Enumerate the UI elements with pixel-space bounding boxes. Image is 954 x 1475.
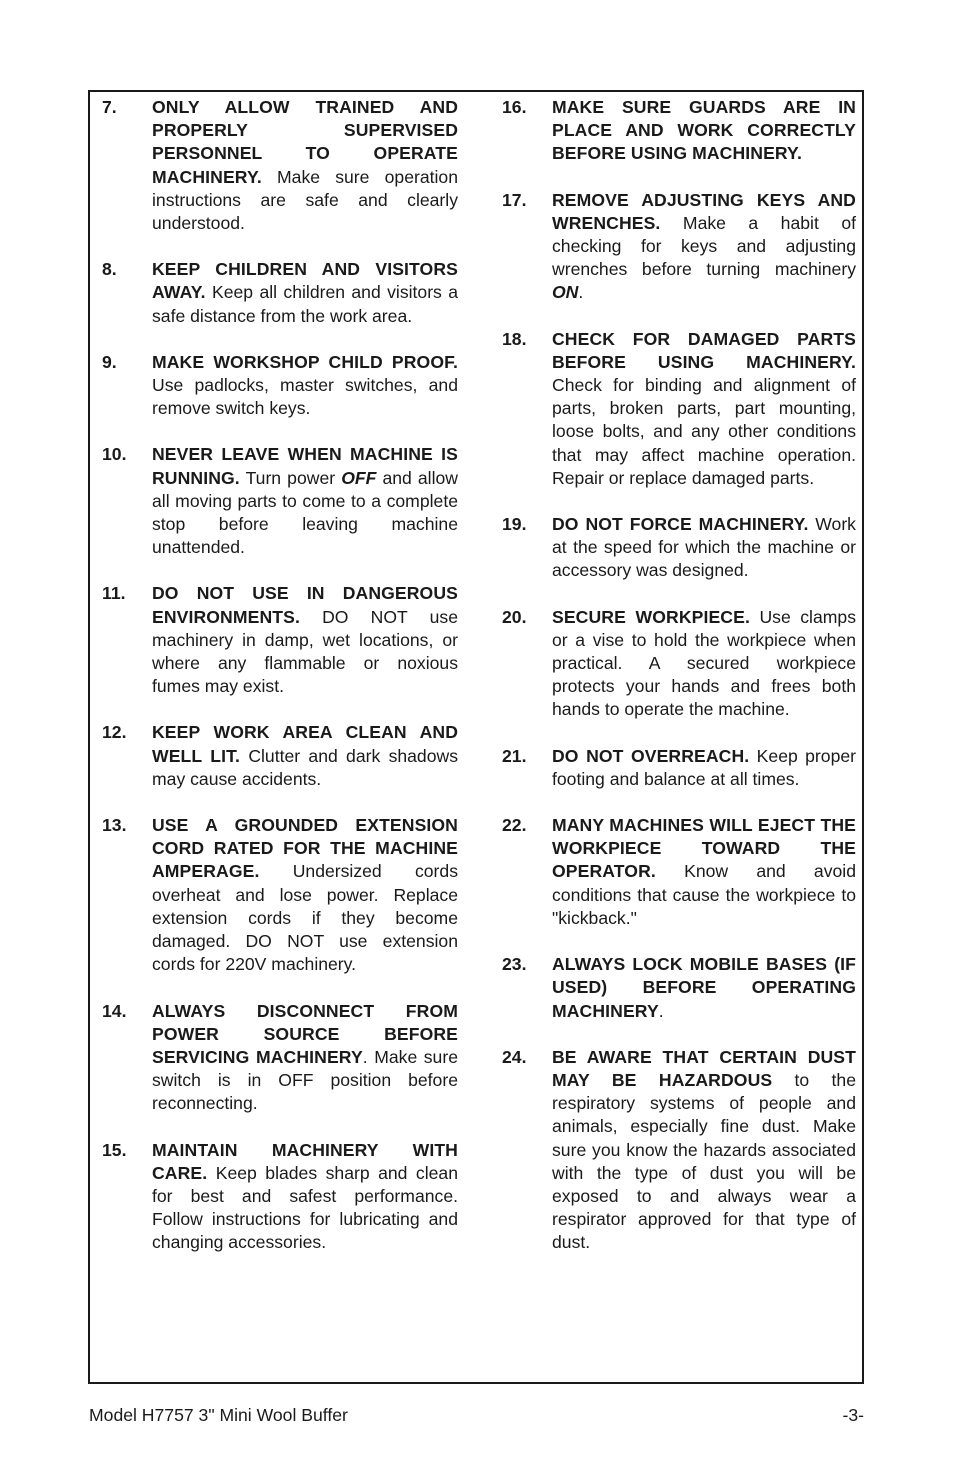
item-heading: SECURE WORKPIECE. xyxy=(552,606,750,627)
item-heading: NEVER LEAVE WHEN MACHINE IS RUNNING. xyxy=(152,444,458,488)
item-heading: MAINTAIN MACHINERY WITH CARE. xyxy=(152,1139,458,1183)
rule-item-15 xyxy=(96,1139,458,1255)
item-body: . xyxy=(658,1000,664,1021)
item-heading: ONLY ALLOW TRAINED AND PROPERLY SUPERVISED PERSONNEL TO OPERATE MACHINERY. xyxy=(152,97,458,187)
item-heading: DO NOT USE IN DANGEROUS ENVIRONMENTS. xyxy=(152,583,458,627)
item-body: Work at the speed for which the machine or accessory was designed. xyxy=(552,514,856,581)
rule-item-14 xyxy=(96,1000,458,1116)
rule-item-21 xyxy=(496,745,856,791)
page-footer xyxy=(89,1404,864,1426)
model-name: Model H7757 3" Mini Wool Buffer xyxy=(89,1405,348,1425)
item-number: 7. xyxy=(102,97,117,117)
item-emphasis: ON xyxy=(552,282,579,303)
item-number: 10. xyxy=(102,444,127,465)
item-number: 8. xyxy=(102,259,117,280)
item-heading: MANY MACHINES WILL EJECT THE WORKPIECE TOWARD THE OPERATOR. xyxy=(552,815,856,882)
item-heading: ALWAYS DISCONNECT FROM POWER SOURCE BEFORE SERVICING MACHINERY xyxy=(152,1000,458,1067)
item-body: to the respiratory systems of people and animals, especially fine dust. Make sure you know the hazards associated with the type of dust you will be exposed to and always wear a respirator approved for that type of dust. xyxy=(552,1069,856,1253)
rule-item-10 xyxy=(96,443,458,559)
item-heading: KEEP WORK AREA CLEAN AND WELL LIT. xyxy=(152,722,458,766)
item-body: Turn power xyxy=(239,467,342,488)
item-body: Use padlocks, master switches, and remove switch keys. xyxy=(152,375,458,419)
rule-item-18 xyxy=(496,328,856,490)
item-number: 11. xyxy=(102,583,126,604)
rule-item-13 xyxy=(96,814,458,976)
rule-item-19 xyxy=(496,513,856,583)
item-body: DO NOT use machinery in damp, wet locations, or where any flammable or noxious fumes may exist. xyxy=(152,606,458,697)
item-heading: DO NOT FORCE MACHINERY. xyxy=(552,514,809,535)
rule-item-7 xyxy=(96,96,458,235)
rule-item-20 xyxy=(496,606,856,722)
item-heading: CHECK FOR DAMAGED PARTS BEFORE USING MACHINERY. xyxy=(552,328,856,372)
item-heading: DO NOT OVERREACH. xyxy=(552,745,750,766)
item-number: 16. xyxy=(502,97,527,117)
item-number: 14. xyxy=(102,1000,127,1021)
item-number: 21. xyxy=(502,745,527,766)
item-body: Use clamps or a vise to hold the workpiece when practical. A secured workpiece protects your hands and frees both hands to operate the machine. xyxy=(552,606,856,720)
item-body: Make sure operation instructions are safe and clearly understood. xyxy=(152,166,458,234)
item-number: 24. xyxy=(502,1046,527,1067)
rule-item-11 xyxy=(96,582,458,698)
item-heading: BE AWARE THAT CERTAIN DUST MAY BE HAZARDOUS xyxy=(552,1046,856,1090)
item-number: 23. xyxy=(502,954,527,975)
item-body: Undersized cords overheat and lose power. Replace extension cords if they become damaged. DO NOT use extension cords for 220V machinery. xyxy=(152,861,458,975)
item-heading: ALWAYS LOCK MOBILE BASES (IF USED) BEFORE OPERATING MACHINERY xyxy=(552,954,856,1021)
rule-item-17 xyxy=(496,189,856,305)
rule-item-9 xyxy=(96,351,458,421)
item-body: . Make sure switch is in OFF position before reconnecting. xyxy=(152,1046,458,1114)
right-column xyxy=(496,96,856,1278)
item-number: 17. xyxy=(502,189,527,210)
item-number: 15. xyxy=(102,1139,127,1160)
item-tail: . xyxy=(578,282,584,303)
item-heading: MAKE SURE GUARDS ARE IN PLACE AND WORK CORRECTLY BEFORE USING MACHINERY. xyxy=(552,97,856,164)
item-body: Know and avoid conditions that cause the workpiece to "kickback." xyxy=(552,861,856,928)
item-number: 12. xyxy=(102,722,127,743)
item-heading: MAKE WORKSHOP CHILD PROOF. xyxy=(152,351,458,372)
item-body: Keep blades sharp and clean for best and safest performance. Follow instructions for lubricating and changing accessories. xyxy=(152,1162,458,1253)
item-number: 19. xyxy=(502,514,527,535)
item-number: 13. xyxy=(102,815,127,836)
item-body: Make a habit of checking for keys and adjusting wrenches before turning machinery xyxy=(552,212,856,280)
left-column xyxy=(96,96,458,1278)
item-emphasis: OFF xyxy=(341,467,377,488)
item-number: 22. xyxy=(502,815,527,836)
item-number: 9. xyxy=(102,351,117,372)
item-body: Keep all children and visitors a safe distance from the work area. xyxy=(152,282,458,326)
item-body: Clutter and dark shadows may cause accidents. xyxy=(152,745,459,789)
item-number: 20. xyxy=(502,606,527,627)
rule-item-23 xyxy=(496,953,856,1023)
rule-item-16 xyxy=(496,96,856,166)
rule-item-8 xyxy=(96,258,458,328)
page-number: -3- xyxy=(842,1405,864,1425)
item-tail: and allow all moving parts to come to a complete stop before leaving machine unattended. xyxy=(152,467,458,558)
item-body: Keep proper footing and balance at all times. xyxy=(552,745,856,789)
rule-item-24 xyxy=(496,1046,856,1255)
item-number: 18. xyxy=(502,328,527,349)
item-heading: KEEP CHILDREN AND VISITORS AWAY. xyxy=(152,259,458,303)
item-heading: REMOVE ADJUSTING KEYS AND WRENCHES. xyxy=(552,189,856,233)
item-body: Check for binding and alignment of parts, broken parts, part mounting, loose bolts, and any other conditions that may affect machine operation. Repair or replace damaged parts. xyxy=(552,375,856,488)
rule-item-22 xyxy=(496,814,856,930)
rule-item-12 xyxy=(96,721,458,791)
item-heading: USE A GROUNDED EXTENSION CORD RATED FOR THE MACHINE AMPERAGE. xyxy=(152,815,458,882)
